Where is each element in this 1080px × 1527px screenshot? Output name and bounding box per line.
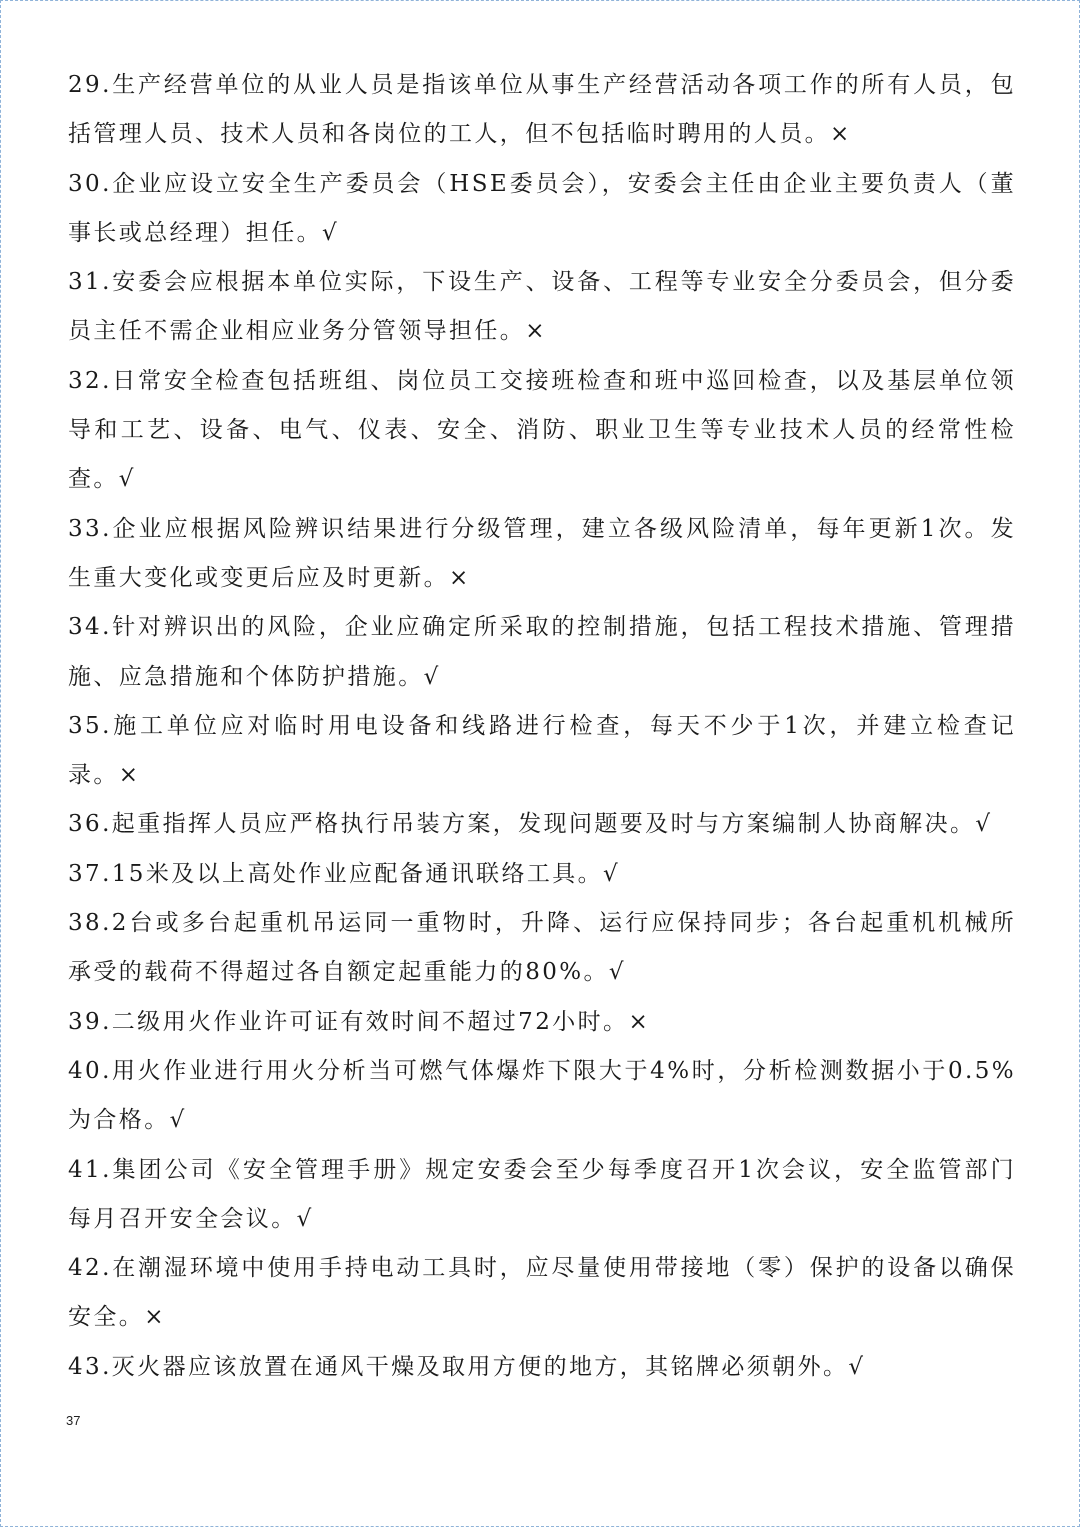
question-34: 34.针对辨识出的风险，企业应确定所采取的控制措施，包括工程技术措施、管理措施、应急措施和个体防护措施。√ [68,614,1016,690]
page-number: 37 [66,1413,81,1428]
question-43: 43.灭火器应该放置在通风干燥及取用方便的地方，其铭牌必须朝外。√ [68,1353,866,1380]
question-41: 41.集团公司《安全管理手册》规定安委会至少每季度召开1次会议，安全监管部门每月召开安全会议。√ [68,1156,1016,1232]
question-29: 29.生产经营单位的从业人员是指该单位从事生产经营活动各项工作的所有人员，包括管理人员、技术人员和各岗位的工人，但不包括临时聘用的人员。× [68,72,1016,148]
question-37: 37.15米及以上高处作业应配备通讯联络工具。√ [68,860,621,887]
question-32: 32.日常安全检查包括班组、岗位员工交接班检查和班中巡回检查，以及基层单位领导和工艺、设备、电气、仪表、安全、消防、职业卫生等专业技术人员的经常性检查。√ [68,367,1016,493]
question-42: 42.在潮湿环境中使用手持电动工具时，应尽量使用带接地（零）保护的设备以确保安全。× [68,1255,1016,1331]
question-33: 33.企业应根据风险辨识结果进行分级管理，建立各级风险清单，每年更新1次。发生重大变化或变更后应及时更新。× [68,515,1016,591]
question-31: 31.安委会应根据本单位实际，下设生产、设备、工程等专业安全分委员会，但分委员主任不需企业相应业务分管领导担任。× [68,269,1016,345]
question-40: 40.用火作业进行用火分析当可燃气体爆炸下限大于4%时，分析检测数据小于0.5%为合格。√ [68,1057,1016,1134]
question-36: 36.起重指挥人员应严格执行吊装方案，发现问题要及时与方案编制人协商解决。√ [68,811,993,838]
question-35: 35.施工单位应对临时用电设备和线路进行检查，每天不少于1次，并建立检查记录。× [68,712,1016,789]
question-39: 39.二级用火作业许可证有效时间不超过72小时。× [68,1008,651,1035]
question-38: 38.2台或多台起重机吊运同一重物时，升降、运行应保持同步；各台起重机机械所承受的载荷不得超过各自额定起重能力的80%。√ [68,910,1016,986]
question-30: 30.企业应设立安全生产委员会（HSE委员会），安委会主任由企业主要负责人（董事长或总经理）担任。√ [68,170,1016,246]
question-list [68,61,1016,1392]
